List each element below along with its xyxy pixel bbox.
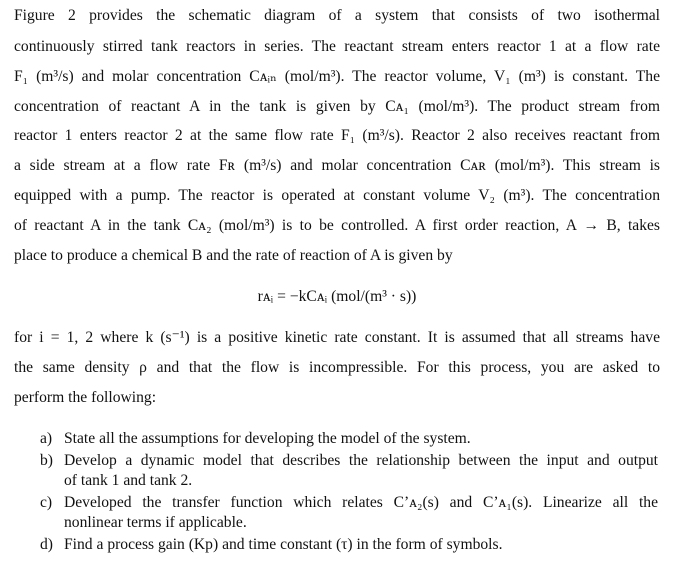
paragraph-line: perform the following: xyxy=(14,389,157,406)
paragraph-line: for i = 1, 2 where k (s⁻¹) is a positive kinetic rate constant. It is assumed that all streams have xyxy=(14,329,660,346)
task-marker: d) xyxy=(40,536,53,553)
task-text: nonlinear terms if applicable. xyxy=(64,514,247,531)
paragraph-line: continuously stirred tank reactors in series. The reactant stream enters reactor 1 at a flow rate xyxy=(14,38,660,55)
paragraph-line: the same density ρ and that the flow is incompressible. For this process, you are asked to xyxy=(14,359,660,376)
task-text: Develop a dynamic model that describes the relationship between the input and output xyxy=(64,452,658,469)
paragraph-line: place to produce a chemical B and the rate of reaction of A is given by xyxy=(14,247,453,264)
task-marker: a) xyxy=(40,430,53,447)
task-text: Developed the transfer function which relates C’ᴀ₂(s) and C’ᴀ₁(s). Linearize all the xyxy=(64,494,658,511)
task-text: Find a process gain (Kp) and time constant (τ) in the form of symbols. xyxy=(64,536,503,553)
paragraph-line: of reactant A in the tank Cᴀ₂ (mol/m³) is to be controlled. A first order reaction, A → B, takes xyxy=(14,217,660,234)
paragraph-line: concentration of reactant A in the tank is given by Cᴀ₁ (mol/m³). The product stream from xyxy=(14,98,660,115)
task-text: of tank 1 and tank 2. xyxy=(64,472,193,489)
paragraph-line: F₁ (m³/s) and molar concentration Cᴀᵢₙ (mol/m³). The reactor volume, V₁ (m³) is constant. The xyxy=(14,68,660,85)
task-marker: b) xyxy=(40,452,53,469)
paragraph-line: Figure 2 provides the schematic diagram of a system that consists of two isothermal xyxy=(14,7,660,24)
task-marker: c) xyxy=(40,494,53,511)
rate-equation: rᴀᵢ = −kCᴀᵢ (mol/(m³ · s)) xyxy=(257,288,417,305)
paragraph-line: equipped with a pump. The reactor is operated at constant volume V₂ (m³). The concentration xyxy=(14,187,660,204)
paragraph-line: a side stream at a flow rate Fʀ (m³/s) and molar concentration Cᴀʀ (mol/m³). This stream is xyxy=(14,157,660,174)
paragraph-line: reactor 1 enters reactor 2 at the same flow rate F₁ (m³/s). Reactor 2 also receives reactant from xyxy=(14,127,660,144)
task-text: State all the assumptions for developing the model of the system. xyxy=(64,430,471,447)
